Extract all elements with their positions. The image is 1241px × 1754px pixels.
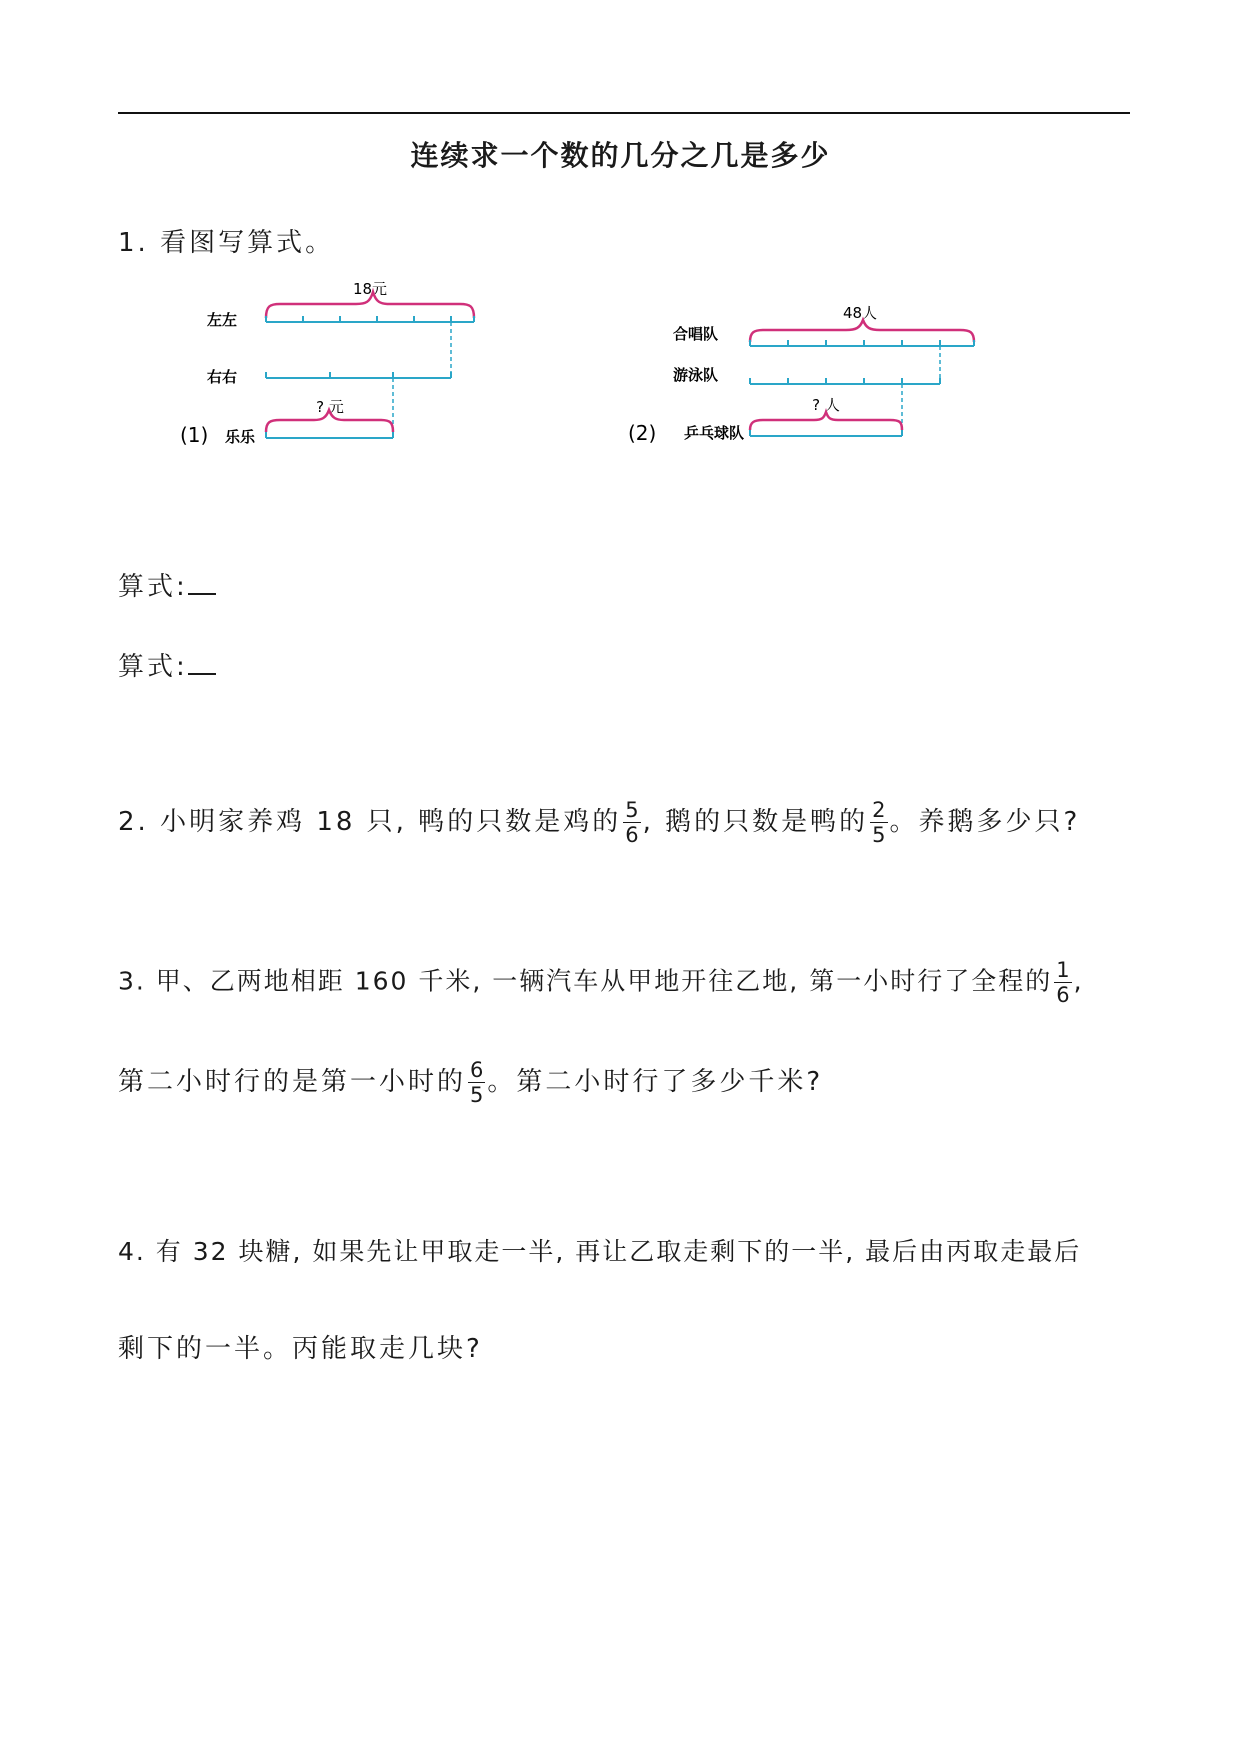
question-3-text-1: 3. 甲、乙两地相距 160 千米, 一辆汽车从甲地开往乙地, 第一小时行了全程的 bbox=[118, 966, 1053, 996]
diagram-2-row-2: 游泳队 bbox=[672, 366, 718, 384]
diagram-2-bottom-brace bbox=[750, 412, 902, 430]
answer-2-blank[interactable] bbox=[188, 651, 216, 675]
question-4-line-1: 4. 有 32 块糖, 如果先让甲取走一半, 再让乙取走剩下的一半, 最后由丙取走最后 bbox=[118, 1237, 1082, 1266]
diagram-1-label: (1) bbox=[180, 423, 209, 447]
fraction-5-6: $\frac{5}{6}$ bbox=[625, 798, 639, 847]
diagram-2-label: (2) bbox=[628, 421, 657, 445]
diagram-1-row-1: 左左 bbox=[206, 311, 238, 329]
diagram-2-row-1: 合唱队 bbox=[672, 325, 718, 343]
diagram-2-row-3: 乒乓球队 bbox=[683, 424, 744, 442]
diagram-1-row-2: 右右 bbox=[206, 368, 238, 386]
question-3-text-3: 第二小时行的是第一小时的 bbox=[118, 1067, 467, 1097]
diagram-2-top-brace bbox=[750, 320, 974, 342]
diagram-2-top-value: 48人 bbox=[842, 304, 878, 322]
diagram-1-bottom-brace bbox=[266, 410, 393, 432]
question-3-line-2 bbox=[118, 1058, 823, 1107]
diagram-1 bbox=[170, 272, 530, 452]
question-4-line-2: 剩下的一半。丙能取走几块? bbox=[118, 1334, 483, 1364]
header-rule bbox=[118, 112, 1130, 114]
question-3-line-1 bbox=[118, 958, 1084, 1007]
diagram-1-top-value: 18元 bbox=[352, 280, 388, 298]
fraction-1-6: $\frac{1}{6}$ bbox=[1056, 958, 1070, 1007]
diagram-1-unknown: ? 元 bbox=[316, 398, 344, 416]
question-2-text-2: , 鹅的只数是鸭的 bbox=[642, 807, 869, 837]
answer-1-blank[interactable] bbox=[188, 571, 216, 595]
answer-2-label: 算式: bbox=[118, 652, 188, 682]
question-2-text-3: 。养鹅多少只? bbox=[889, 807, 1081, 837]
fraction-6-5: $\frac{6}{5}$ bbox=[470, 1058, 484, 1107]
fraction-2-5: $\frac{2}{5}$ bbox=[872, 798, 886, 847]
diagram-2-unknown: ? 人 bbox=[812, 396, 840, 414]
question-3-text-2: , bbox=[1073, 966, 1084, 996]
answer-1-label: 算式: bbox=[118, 572, 188, 602]
question-3-text-4: 。第二小时行了多少千米? bbox=[487, 1067, 824, 1097]
answer-line-2 bbox=[118, 646, 216, 683]
question-2 bbox=[118, 798, 1080, 847]
diagram-2 bbox=[620, 296, 990, 456]
answer-line-1 bbox=[118, 566, 216, 603]
page-title: 连续求一个数的几分之几是多少 bbox=[410, 139, 831, 172]
question-1: 1. 看图写算式。 bbox=[118, 228, 335, 258]
diagram-1-row-3: 乐乐 bbox=[224, 428, 256, 446]
question-2-text-1: 2. 小明家养鸡 18 只, 鸭的只数是鸡的 bbox=[118, 807, 622, 837]
